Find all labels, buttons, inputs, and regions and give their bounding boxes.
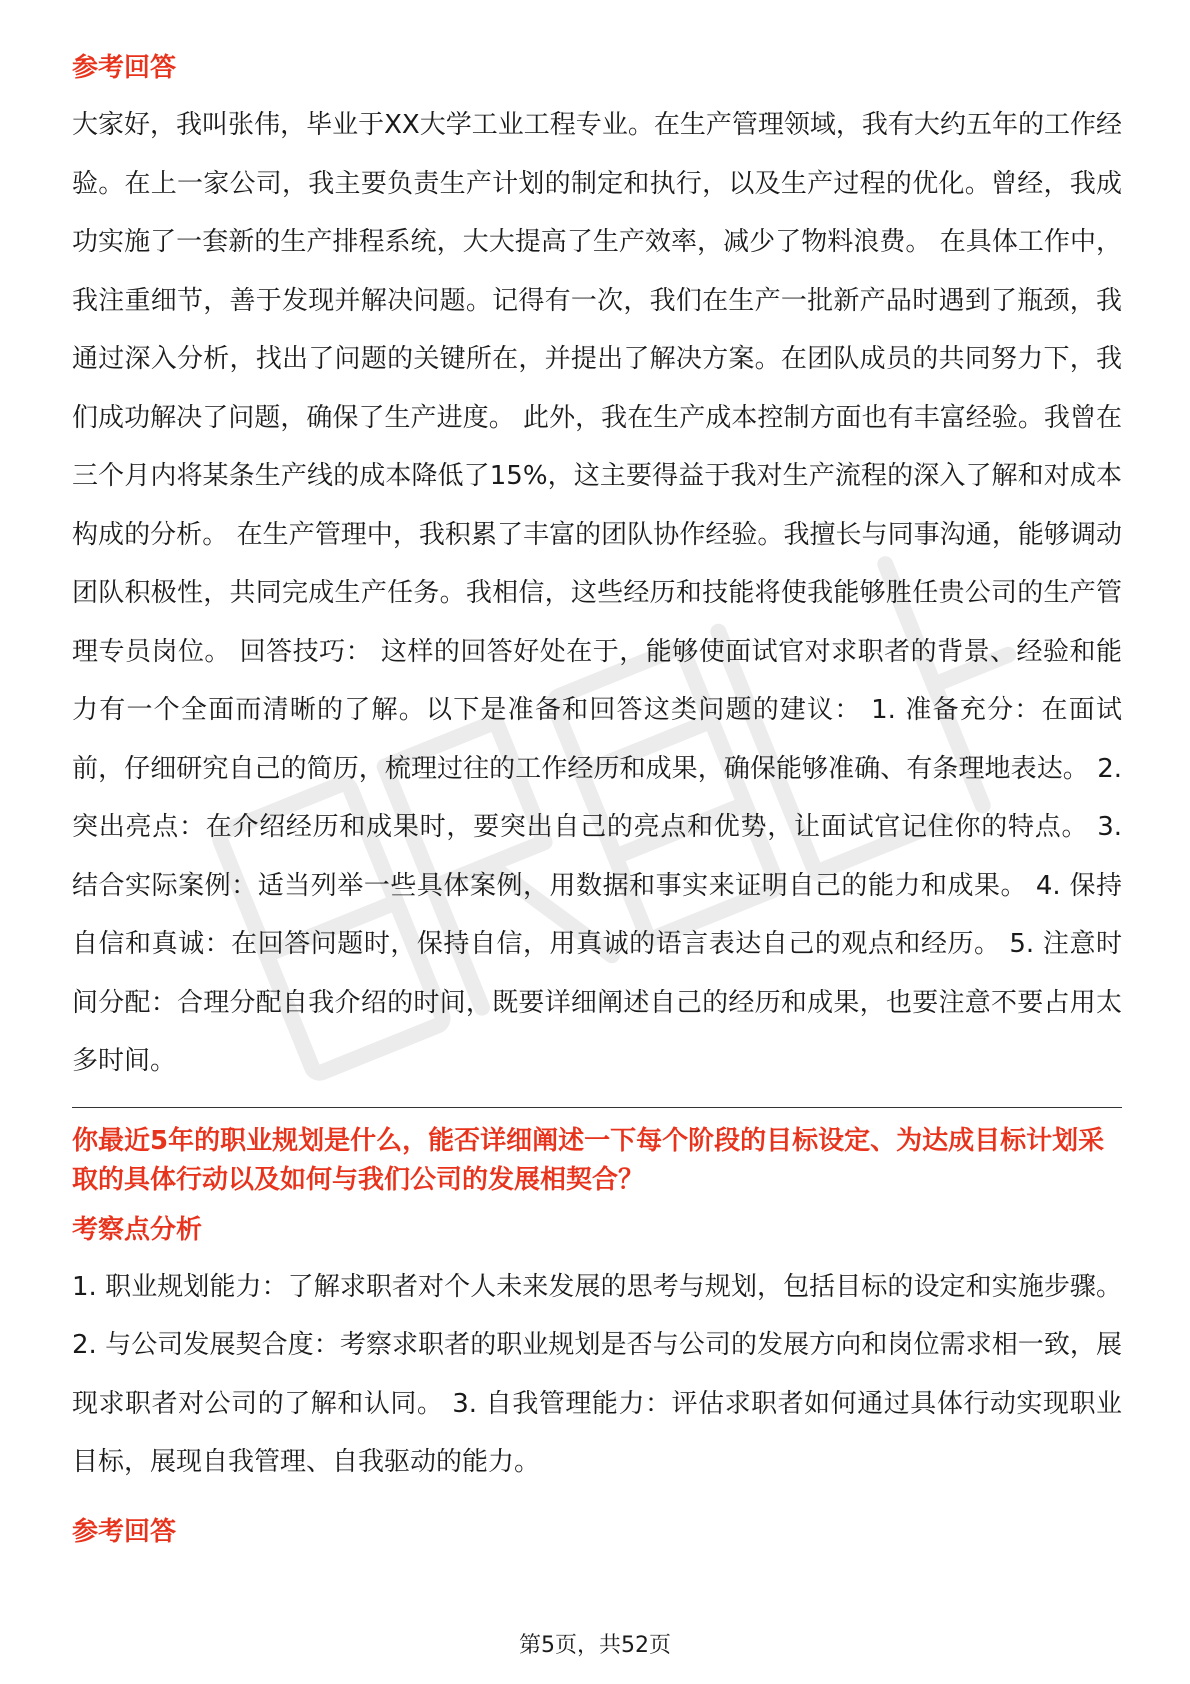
- answer-body: 大家好，我叫张伟，毕业于XX大学工业工程专业。在生产管理领域，我有大约五年的工作经验。在上一家公司，我主要负责生产计划的制定和执行，以及生产过程的优化。曾经，我成功实施了一套新的生产排程系统，大大提高了生产效率，减少了物料浪费。 在具体工作中，我注重细节，善于发现并解决问题。记得有一次，我们在生产一批新产品时遇到了瓶颈，我通过深入分析，找出了问题的关键所在，并提出了解决方案。在团队成员的共同努力下，我们成功解决了问题，确保了生产进度。 此外，我在生产成本控制方面也有丰富经验。我曾在三个月内将某条生产线的成本降低了15%，这主要得益于我对生产流程的深入了解和对成本构成的分析。 在生产管理中，我积累了丰富的团队协作经验。我擅长与同事沟通，能够调动团队积极性，共同完成生产任务。我相信，这些经历和技能将使我能够胜任贵公司的生产管理专员岗位。 回答技巧： 这样的回答好处在于，能够使面试官对求职者的背景、经验和能力有一个全面而清晰的了解。以下是准备和回答这类问题的建议： 1. 准备充分：在面试前，仔细研究自己的简历，梳理过往的工作经历和成果，确保能够准确、有条理地表达。 2. 突出亮点：在介绍经历和成果时，要突出自己的亮点和优势，让面试官记住你的特点。 3. 结合实际案例：适当列举一些具体案例，用数据和事实来证明自己的能力和成果。 4. 保持自信和真诚：在回答问题时，保持自信，用真诚的语言表达自己的观点和经历。 5. 注意时间分配：合理分配自我介绍的时间，既要详细阐述自己的经历和成果，也要注意不要占用太多时间。: [72, 110, 1122, 1076]
- answer-heading-2: 参考回答: [72, 1516, 177, 1547]
- page-number: 第5页，共52页: [519, 1633, 671, 1658]
- analysis-heading: 考察点分析: [72, 1214, 203, 1245]
- answer-heading: 参考回答: [72, 53, 177, 83]
- content-column: [72, 48, 1122, 1552]
- interview-question: 你最近5年的职业规划是什么，能否详细阐述一下每个阶段的目标设定、为达成目标计划采取的具体行动以及如何与我们公司的发展相契合？: [72, 1125, 1105, 1195]
- section-divider: [72, 1107, 1122, 1108]
- analysis-body: 1. 职业规划能力：了解求职者对个人未来发展的思考与规划，包括目标的设定和实施步骤。 2. 与公司发展契合度：考察求职者的职业规划是否与公司的发展方向和岗位需求相一致，展现求职者对公司的了解和认同。 3. 自我管理能力：评估求职者如何通过具体行动实现职业目标，展现自我管理、自我驱动的能力。: [72, 1271, 1122, 1477]
